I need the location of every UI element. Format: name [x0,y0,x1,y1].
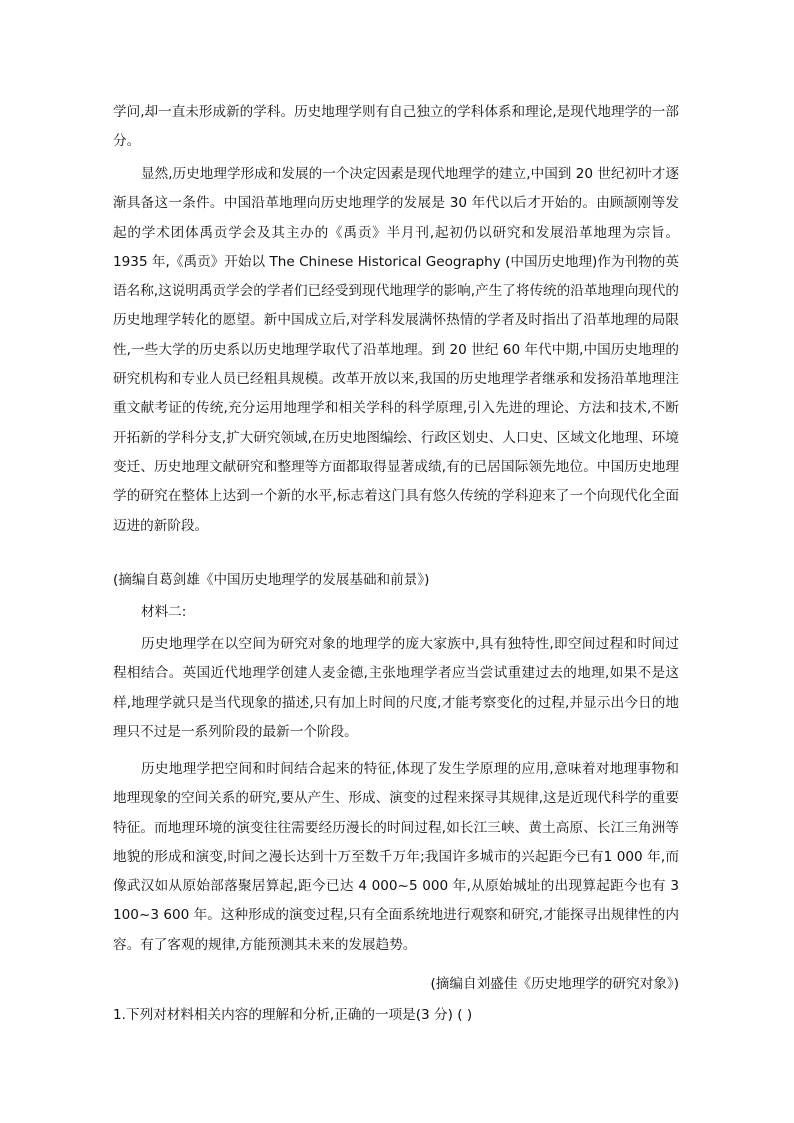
source-citation-1-block [113,566,679,595]
intro-continuation-block [113,98,679,157]
source-citation-2-block [113,970,679,999]
material2-paragraph-2-block [113,755,679,960]
source-citation-2: (摘编自刘盛佳《历史地理学的研究对象》) [430,976,679,992]
intro-continuation-text: 学问,却一直未形成新的学科。历史地理学则有自己独立的学科体系和理论,是现代地理学的一部分。 [113,104,679,150]
material2-heading-block [113,598,679,627]
material2-paragraph-1-block [113,630,679,747]
intro-paragraph-text: 显然,历史地理学形成和发展的一个决定因素是现代地理学的建立,中国到 20 世纪初叶才逐渐具备这一条件。中国沿革地理向历史地理学的发展是 30 年代以后才开始的。由顾颉刚等发起的学术团体禹贡学会及其主办的《禹贡》半月刊,起初仍以研究和发展沿革地理为宗旨。1935 年,《禹贡》开始以 The Chinese Historical Geography (中国历史地理)作为刊物的英语名称,这说明禹贡学会的学者们已经受到现代地理学的影响,产生了将传统的沿革地理向现代的历史地理学转化的愿望。新中国成立后,对学科发展满怀热情的学者及时指出了沿革地理的局限性,一些大学的历史系以历史地理学取代了沿革地理。到 20 世纪 60 年代中期,中国历史地理的研究机构和专业人员已经粗具规模。改革开放以来,我国的历史地理学者继承和发扬沿革地理注重文献考证的传统,充分运用地理学和相关学科的科学原理,引入先进的理论、方法和技术,不断开拓新的学科分支,扩大研究领域,在历史地图编绘、行政区划史、人口史、区域文化地理、环境变迁、历史地理文献研究和整理等方面都取得显著成绩,有的已居国际领先地位。中国历史地理学的研究在整体上达到一个新的水平,标志着这门具有悠久传统的学科迎来了一个向现代化全面迈进的新阶段。 [113,166,679,534]
source-citation-1: (摘编自葛剑雄《中国历史地理学的发展基础和前景》) [113,572,430,588]
intro-paragraph-block [113,160,679,541]
question-block [113,1001,679,1030]
material2-paragraph-2: 历史地理学把空间和时间结合起来的特征,体现了发生学原理的应用,意味着对地理事物和地理现象的空间关系的研究,要从产生、形成、演变的过程来探寻其规律,这是近现代科学的重要特征。而地理环境的演变往往需要经历漫长的时间过程,如长江三峡、黄土高原、长江三角洲等地貌的形成和演变,时间之漫长达到十万至数千万年;我国许多城市的兴起距今已有1 000 年,而像武汉如从原始部落聚居算起,距今已达 4 000~5 000 年,从原始城址的出现算起距今也有 3 100~3 600 年。这种形成的演变过程,只有全面系统地进行观察和研究,才能探寻出规律性的内容。有了客观的规律,方能预测其未来的发展趋势。 [113,761,679,953]
material2-paragraph-1: 历史地理学在以空间为研究对象的地理学的庞大家族中,具有独特性,即空间过程和时间过程相结合。英国近代地理学创建人麦金德,主张地理学者应当尝试重建过去的地理,如果不是这样,地理学就只是当代现象的描述,只有加上时间的尺度,才能考察变化的过程,并显示出今日的地理只不过是一系列阶段的最新一个阶段。 [113,636,679,740]
material2-heading: 材料二: [141,604,187,620]
question-1-text: 1.下列对材料相关内容的理解和分析,正确的一项是(3 分) ( ) [113,1007,473,1023]
